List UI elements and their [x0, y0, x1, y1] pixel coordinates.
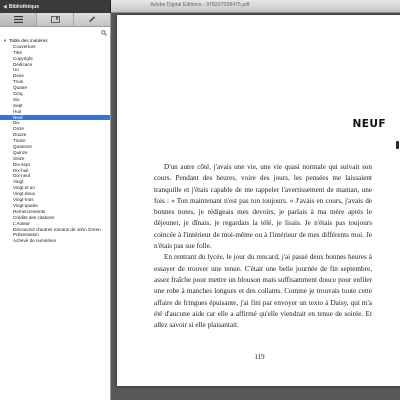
toc-item[interactable]: Titre [13, 49, 23, 55]
paragraph: D'un autre côté, j'avais une vie, une vie quasi normale qui suivait son cours. Pendant des heures, voire des jours, les pensées me laissaient tranquille et j'étais capable de me rappeler l'avertissement de maman, une fois : « Ton maintenant n'est pas ton toujours. » J'avais en cours, j'avais de bonnes notes, je rédigeais mes devoirs, je parlais à ma mère après le déjeuner, je dînais, je regardais la télé, je lisais. Je n'étais pas toujours coincée à l'intérieur de moi-même ou à l'intérieur de mes différents moi. Je n'étais pas sue folle. [154, 163, 372, 251]
page-body [154, 162, 372, 331]
toc-item[interactable]: Dédicace [13, 61, 33, 67]
toc-search-row [0, 28, 110, 38]
tab-annotations[interactable] [74, 13, 110, 26]
toc-item[interactable]: Vingt-quatre [13, 202, 38, 208]
toc-item[interactable]: Dix-sept [13, 161, 30, 167]
toc-item[interactable]: Sept [13, 102, 23, 108]
search-icon[interactable] [101, 30, 107, 36]
toc-item[interactable]: Découvrez d'autres romans de John Green [13, 226, 101, 232]
toc-item[interactable]: Copyright [13, 55, 33, 61]
toc-item[interactable]: Dix-neuf [13, 173, 31, 179]
library-toolbar [0, 0, 111, 13]
pencil-icon [88, 16, 97, 23]
library-label: Bibliothèque [8, 3, 40, 10]
window-title: Adobe Digital Editions - 978207038475.pdf [150, 2, 250, 8]
toc-item[interactable]: Quatre [13, 85, 28, 91]
table-of-contents [0, 38, 110, 244]
toc-item[interactable]: Vingt-deux [13, 191, 35, 197]
toc-item[interactable]: Seize [13, 155, 25, 161]
toc-item[interactable]: Remerciements [13, 208, 46, 214]
toc-item[interactable]: Cinq [13, 91, 23, 97]
toc-root-label: Table des matières [8, 38, 48, 43]
toc-item[interactable]: Huit [13, 108, 22, 114]
toc-item[interactable]: Vingt [13, 179, 24, 185]
list-icon [14, 16, 23, 23]
toc-item[interactable]: Dix-huit [13, 167, 29, 173]
toc-item[interactable]: Couverture [13, 43, 36, 49]
paragraph: En rentrant du lycée, le jour du rencard, j'ai passé deux bonnes heures à essayer de trouver une tenue. C'était une belle journée de fin septembre, assez fraîche pour mettre un blouson mais suffisamment douce pour enfiler une robe à manches longues et des collants. Comme je trouvais toute cette affaire de fringues épuisante, j'ai fini par envoyer un texto à Daisy, qui m'a été d'aucune aide car elle a affirmé qu'elle viendrait en tenue de soirée. Et allez savoir si elle plaisantait. [154, 253, 372, 330]
toc-item[interactable]: Six [13, 96, 20, 102]
tab-table-of-contents[interactable] [0, 13, 37, 26]
toc-item[interactable]: Crédits des citations [13, 214, 55, 220]
toc-item[interactable]: Douze [13, 132, 27, 138]
page-number: 119 [254, 353, 265, 361]
library-button[interactable] [1, 1, 41, 12]
toc-item[interactable]: Vingt et un [13, 185, 35, 191]
toc-item[interactable]: Vingt-trois [13, 197, 34, 203]
toc-item[interactable]: Trois [13, 79, 24, 85]
toc-item[interactable]: Treize [13, 138, 26, 144]
toc-item[interactable]: Quinze [13, 149, 28, 155]
chevron-left-icon: ◀ [3, 3, 7, 10]
toc-item[interactable]: Neuf [0, 115, 110, 121]
toc-item[interactable]: Présentation [13, 232, 39, 238]
scrollbar-thumb[interactable] [396, 141, 399, 149]
tab-bookmarks[interactable] [37, 13, 74, 26]
toc-item[interactable]: Deux [13, 73, 24, 79]
sidebar-tabs [0, 13, 110, 27]
toc-item[interactable]: Achevé de numériser [13, 238, 57, 244]
book-page [117, 15, 400, 386]
sidebar [0, 13, 111, 400]
toc-item[interactable]: Un [13, 67, 19, 73]
toc-item[interactable]: L'Auteur [13, 220, 30, 226]
disclosure-triangle-icon[interactable]: ▼ [3, 38, 7, 44]
toc-item[interactable]: Quatorze [13, 144, 32, 150]
chapter-title: NEUF [352, 118, 386, 130]
toc-item[interactable]: Dix [13, 120, 20, 126]
bookmark-icon [51, 16, 60, 23]
toc-item[interactable]: Onze [13, 126, 24, 132]
